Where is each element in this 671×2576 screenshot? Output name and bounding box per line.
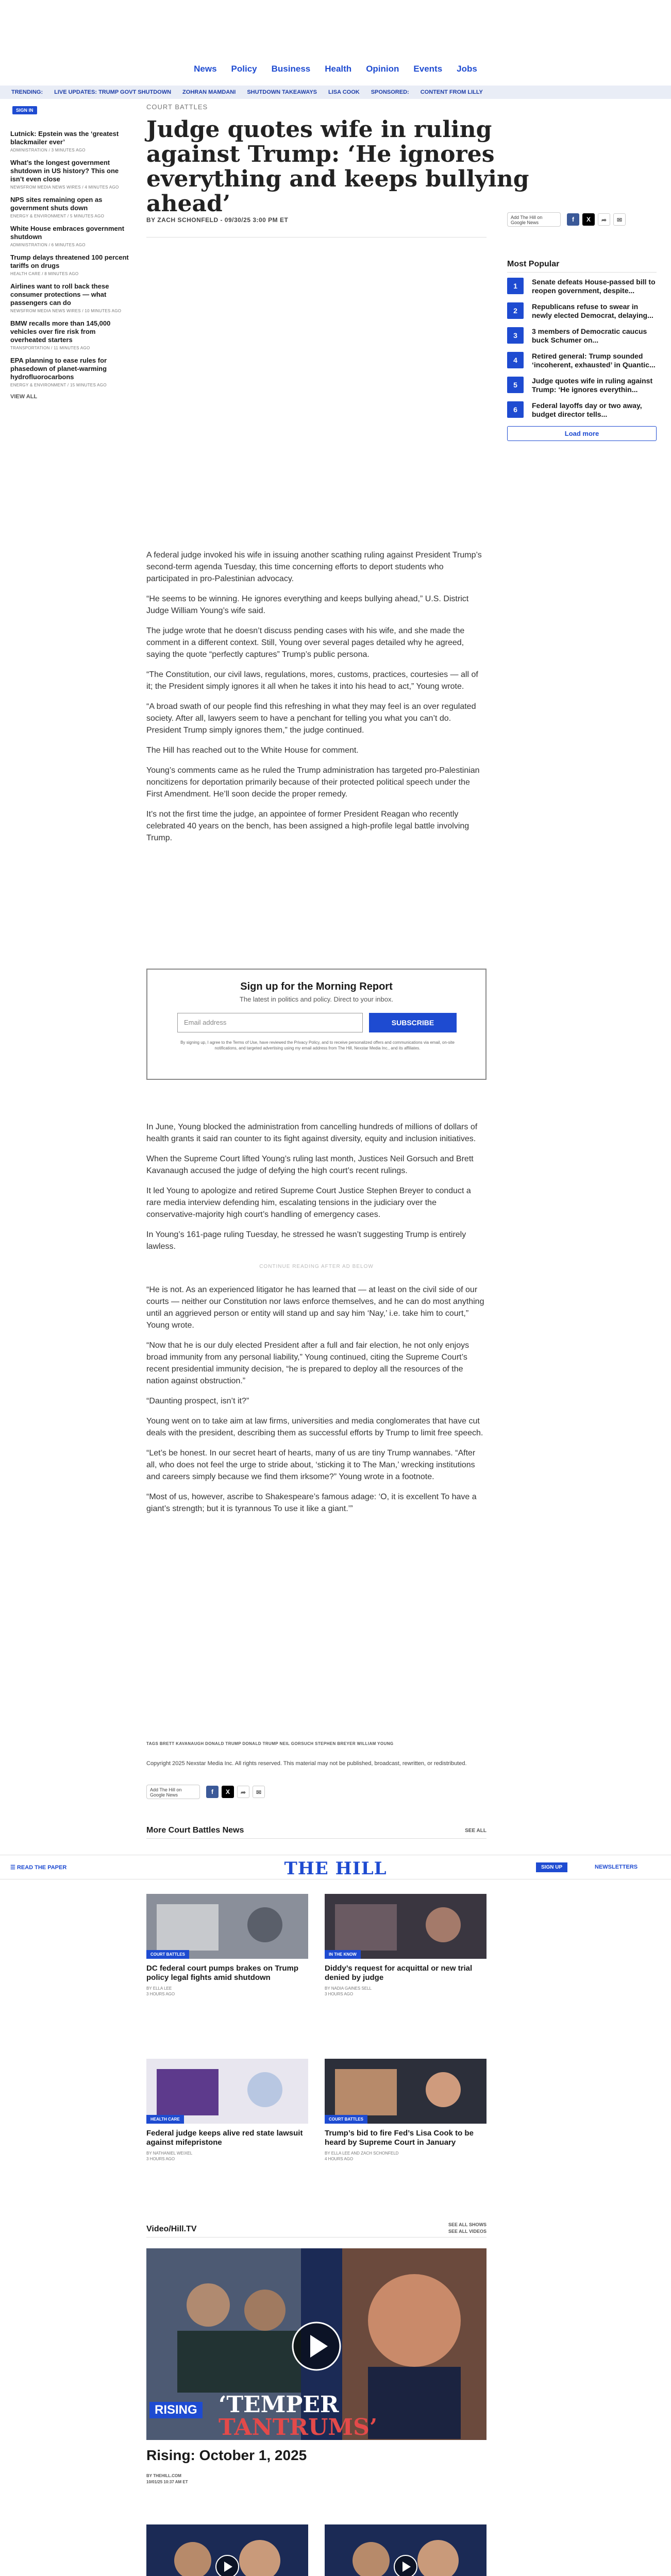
popular-title: Republicans refuse to swear in newly elected Democrat, delaying... xyxy=(532,302,653,319)
video-header xyxy=(146,2222,487,2238)
card-title: Trump’s bid to fire Fed’s Lisa Cook to be heard by Supreme Court in January xyxy=(325,2129,474,2147)
read-paper-link[interactable]: ☰ READ THE PAPER xyxy=(10,1865,67,1871)
article-paragraph: “Let’s be honest. In our secret heart of hearts, many of us are tiny Trump wannabes. “After all, who does not feel the urge to stride about, ‘sticking it to The Man,’ wrecking institutions and careers simply because we find them irksome?” Young wrote in a footnote. xyxy=(146,1449,476,1481)
video-section-title: Video/Hill.TV xyxy=(146,2225,197,2233)
news-card[interactable] xyxy=(325,2059,487,2162)
latest-news-item[interactable] xyxy=(10,225,129,247)
article-paragraph: “Now that he is our duly elected President after a full and fair election, he not only enjoys broad immunity from any personal liability,” Young continued, citing the Supreme Court’s recent presidential immunity decision, “he is prepared to deploy all the resources of the nation against obstruction.” xyxy=(146,1341,469,1385)
google-news-button[interactable]: Add The Hill on Google News xyxy=(507,212,561,227)
popular-rank: 4 xyxy=(507,352,524,368)
latest-news-item[interactable] xyxy=(10,196,129,218)
copyright: Copyright 2025 Nexstar Media Inc. All rights reserved. This material may not be published, broadcast, rewritten, or redistributed. xyxy=(146,1760,467,1767)
video-overlay-line1: ‘TEMPER xyxy=(219,2392,339,2418)
popular-rank: 2 xyxy=(507,302,524,319)
ticker-item[interactable]: SPONSORED: xyxy=(371,89,409,95)
most-popular xyxy=(507,260,657,441)
card-meta: BY NADIA GAINES SELL 3 HOURS AGO xyxy=(325,1986,372,1996)
card-meta: BY NATHANIEL WEIXEL 3 HOURS AGO xyxy=(146,2151,193,2161)
sign-up-button[interactable]: SIGN UP xyxy=(536,1862,567,1872)
the-hill-bar xyxy=(0,1855,671,1879)
latest-news-meta: NEWSFROM MEDIA NEWS WIRES / 4 MINUTES AGO xyxy=(10,185,119,190)
featured-video-meta: BY THEHILL.COM 10/01/25 10:37 AM ET xyxy=(146,2473,188,2484)
popular-rank: 1 xyxy=(507,278,524,294)
ticker-item[interactable]: TRENDING: xyxy=(11,89,43,95)
newsletter-subtitle: The latest in politics and policy. Direct to your inbox. xyxy=(239,995,394,1003)
facebook-icon[interactable]: f xyxy=(567,213,579,226)
facebook-icon[interactable]: f xyxy=(206,1786,219,1798)
nav-item-opinion[interactable]: Opinion xyxy=(366,64,399,74)
latest-news-title: White House embraces government shutdown xyxy=(10,225,125,241)
video-overlay-line2: TANTRUMS’ xyxy=(219,2414,378,2440)
main-nav-links xyxy=(0,64,671,74)
latest-news-meta: ENERGY & ENVIRONMENT / 15 MINUTES AGO xyxy=(10,383,107,387)
latest-news-title: Airlines want to roll back these consumer protections — what passengers can do xyxy=(10,282,109,307)
latest-news-item[interactable] xyxy=(10,319,129,350)
popular-item[interactable] xyxy=(507,377,657,394)
latest-news-meta: NEWSFROM MEDIA NEWS WIRES / 10 MINUTES AGO xyxy=(10,309,122,313)
latest-news-meta: ADMINISTRATION / 3 MINUTES AGO xyxy=(10,148,86,152)
share-bar xyxy=(507,210,657,229)
article-paragraph: “A broad swath of our people find this refreshing in what they may feel is an over regulated society. After all, lawyers seem to have a penchant for telling you what you can’t do. President Trump simply ignores them,” the judge continued. xyxy=(146,702,476,735)
x-icon[interactable]: X xyxy=(222,1786,234,1798)
popular-title: Federal layoffs day or two away, budget director tells... xyxy=(532,401,642,418)
share-icon[interactable]: ➦ xyxy=(598,213,610,226)
x-icon[interactable]: X xyxy=(582,213,595,226)
card-badge: HEALTH CARE xyxy=(146,2115,184,2124)
load-more-button[interactable]: Load more xyxy=(507,426,657,441)
more-news-title: More Court Battles News xyxy=(146,1826,244,1835)
article-tags[interactable]: TAGS BRETT KAVANAUGH DONALD TRUMP DONALD TRUMP NEIL GORSUCH STEPHEN BREYER WILLIAM YOUNG xyxy=(146,1741,394,1746)
video-thumbnail xyxy=(146,2524,308,2576)
card-title: DC federal court pumps brakes on Trump policy legal fights amid shutdown xyxy=(146,1964,299,1982)
article-paragraph: The Hill has reached out to the White House for comment. xyxy=(146,746,359,755)
nav-item-business[interactable]: Business xyxy=(271,64,311,74)
most-popular-title: Most Popular xyxy=(507,260,657,273)
news-card[interactable] xyxy=(146,2059,308,2162)
card-badge: COURT BATTLES xyxy=(325,2115,367,2124)
card-image xyxy=(325,1894,487,1959)
article-paragraph: “The Constitution, our civil laws, regulations, mores, customs, practices, courtesies — all of it; the President simply ignores it all when he takes it into his head to act,” Young wrote. xyxy=(146,670,478,691)
popular-title: Retired general: Trump sounded ‘incoherent, exhausted’ in Quantic... xyxy=(532,352,656,369)
latest-news-title: What’s the longest government shutdown in US history? This one isn’t even close xyxy=(10,159,119,183)
nav-item-health[interactable]: Health xyxy=(325,64,352,74)
top-navigation xyxy=(0,0,671,82)
latest-news-sidebar xyxy=(10,130,129,400)
ad-label: CONTINUE READING AFTER AD BELOW xyxy=(259,1264,374,1269)
article-paragraph: When the Supreme Court lifted Young’s ruling last month, Justices Neil Gorsuch and Brett Kavanaugh accused the judge of defying the high court’s recent rulings. xyxy=(146,1155,474,1175)
see-all-link[interactable]: SEE ALL xyxy=(465,1828,487,1834)
article-paragraph: “He seems to be winning. He ignores everything and keeps bullying ahead,” U.S. District Judge William Young’s wife said. xyxy=(146,595,469,615)
rising-banner: RISING xyxy=(149,2402,203,2418)
divider xyxy=(146,237,487,238)
article-byline: BY ZACH SCHONFELD - 09/30/25 3:00 PM ET xyxy=(146,216,289,224)
card-badge: IN THE KNOW xyxy=(325,1950,361,1959)
video-thumbnail xyxy=(325,2524,487,2576)
featured-video[interactable] xyxy=(146,2248,487,2440)
popular-rank: 3 xyxy=(507,327,524,344)
article-paragraph: The judge wrote that he doesn’t discuss pending cases with his wife, and she made the comment in a different context. Still, Young over several pages detailed why he agreed, saying the quote “perfectly captures” Trump’s public persona. xyxy=(146,626,465,659)
article-paragraph: It’s not the first time the judge, an appointee of former President Reagan who recently celebrated 40 years on the bench, has been assigned a high-profile legal battle involving Trump. xyxy=(146,810,469,842)
latest-news-title: Lutnick: Epstein was the ‘greatest blackmailer ever’ xyxy=(10,130,119,146)
nav-item-events[interactable]: Events xyxy=(413,64,443,74)
trending-ticker xyxy=(0,86,671,99)
see-all-videos-link[interactable]: SEE ALL SHOWS SEE ALL VIDEOS xyxy=(448,2222,487,2234)
article-body xyxy=(146,549,487,852)
latest-news-item[interactable] xyxy=(10,130,129,152)
nav-item-jobs[interactable]: Jobs xyxy=(457,64,477,74)
popular-item[interactable] xyxy=(507,352,657,369)
share-bar-bottom xyxy=(146,1783,280,1801)
article-paragraph: In June, Young blocked the administration from cancelling hundreds of millions of dollars of health grants it said ran counter to its fight against diversity, equity and inclusion initiatives. xyxy=(146,1123,478,1143)
video-card[interactable] xyxy=(325,2524,487,2576)
article-paragraph: It led Young to apologize and retired Supreme Court Justice Stephen Breyer to conduct a rare media interview defending him, escalating tensions in the judiciary over the conservative-majority high court’s handling of emergency cases. xyxy=(146,1187,471,1219)
article-paragraph: “He is not. As an experienced litigator he has learned that — at least on the civil side of our courts — neither our Constitution nor laws enforce themselves, and he can do most anything until an aggrieved person or entity will stand up and say him ‘Nay,’ i.e. take him to court,” Young wrote. xyxy=(146,1285,484,1330)
video-card[interactable] xyxy=(146,2524,308,2576)
latest-news-meta: ADMINISTRATION / 6 MINUTES AGO xyxy=(10,243,86,247)
latest-news-item[interactable] xyxy=(10,253,129,276)
share-icon[interactable]: ➦ xyxy=(237,1786,249,1798)
subscribe-button[interactable]: SUBSCRIBE xyxy=(369,1013,457,1032)
ticker-item[interactable]: CONTENT FROM LILLY xyxy=(420,89,483,95)
article-paragraph: Young’s comments came as he ruled the Trump administration has targeted pro-Palestinian noncitizens for deportation primarily because of their protected political speech under the First Amendment. He’ll soon decide the proper remedy. xyxy=(146,766,480,799)
card-title: Federal judge keeps alive red state lawsuit against mifepristone xyxy=(146,2129,303,2147)
latest-news-item[interactable] xyxy=(10,159,129,190)
card-image xyxy=(325,2059,487,2124)
article-paragraph: A federal judge invoked his wife in issuing another scathing ruling against President Trump’s second-term agenda Tuesday, this time concerning efforts to deport students who participated in pro-Palestinian advocacy. xyxy=(146,551,482,583)
latest-news-item[interactable] xyxy=(10,357,129,387)
comment-icon[interactable]: ✉ xyxy=(253,1786,265,1798)
ticker-item[interactable]: LISA COOK xyxy=(328,89,360,95)
card-meta: BY ELLA LEE 3 HOURS AGO xyxy=(146,1986,175,1996)
view-all-link[interactable]: VIEW ALL xyxy=(10,394,38,400)
newsletter-title: Sign up for the Morning Report xyxy=(240,981,393,992)
latest-news-title: NPS sites remaining open as government shuts down xyxy=(10,196,103,212)
comment-icon[interactable]: ✉ xyxy=(613,213,626,226)
article-body-continued xyxy=(146,1121,487,1523)
featured-video-title[interactable]: Rising: October 1, 2025 xyxy=(146,2447,307,2463)
article-paragraph: In Young’s 161-page ruling Tuesday, he stressed he wasn’t suggesting Trump is entirely lawless. xyxy=(146,1230,466,1251)
card-image xyxy=(146,1894,308,1959)
latest-news-meta: ENERGY & ENVIRONMENT / 5 MINUTES AGO xyxy=(10,214,105,218)
popular-rank: 6 xyxy=(507,401,524,418)
card-meta: BY ELLA LEE AND ZACH SCHONFELD 4 HOURS AGO xyxy=(325,2151,399,2161)
article-paragraph: Young went on to take aim at law firms, universities and media conglomerates that have cut deals with the president, describing them as successful efforts by Trump to limit free speech. xyxy=(146,1417,483,1437)
latest-news-title: EPA planning to ease rules for phasedown of planet-warming hydrofluorocarbons xyxy=(10,357,107,381)
nav-item-policy[interactable]: Policy xyxy=(231,64,257,74)
ticker-item[interactable]: ZOHRAN MAMDANI xyxy=(182,89,236,95)
latest-news-title: Trump delays threatened 100 percent tariffs on drugs xyxy=(10,253,129,269)
sign-in-button[interactable]: SIGN IN xyxy=(12,106,37,114)
latest-news-title: BMW recalls more than 145,000 vehicles over fire risk from overheated starters xyxy=(10,319,111,344)
popular-item[interactable] xyxy=(507,401,657,419)
nav-item-news[interactable]: News xyxy=(194,64,217,74)
ticker-item[interactable]: SHUTDOWN TAKEAWAYS xyxy=(247,89,317,95)
newsletters-link[interactable]: NEWSLETTERS xyxy=(595,1864,638,1870)
latest-news-item[interactable] xyxy=(10,282,129,313)
popular-title: 3 members of Democratic caucus buck Schumer on... xyxy=(532,327,647,344)
article-paragraph: “Daunting prospect, isn’t it?” xyxy=(146,1397,249,1405)
news-card[interactable] xyxy=(146,1894,308,1997)
popular-title: Judge quotes wife in ruling against Trump: ‘He ignores everythin... xyxy=(532,377,653,394)
popular-item[interactable] xyxy=(507,327,657,345)
card-image xyxy=(146,2059,308,2124)
article-headline: Judge quotes wife in ruling against Trump: ‘He ignores everything and keeps bullying ahead’ xyxy=(146,116,529,217)
popular-rank: 5 xyxy=(507,377,524,393)
popular-title: Senate defeats House-passed bill to reopen government, despite... xyxy=(532,278,656,295)
newsletter-signup xyxy=(146,969,487,1080)
card-title: Diddy’s request for acquittal or new trial denied by judge xyxy=(325,1964,473,1982)
ticker-item[interactable]: LIVE UPDATES: TRUMP GOVT SHUTDOWN xyxy=(54,89,172,95)
popular-item[interactable] xyxy=(507,278,657,295)
newsletter-fine-print: By signing up, I agree to the Terms of Use, have reviewed the Privacy Policy, and to receive personalized offers and communications via email, on-site notifications, and targeted advertising using my email address from The Hill, Nexstar Media Inc., and its affiliates. xyxy=(180,1040,455,1050)
news-card[interactable] xyxy=(325,1894,487,1997)
the-hill-logo[interactable]: THE HILL xyxy=(284,1858,387,1879)
popular-item[interactable] xyxy=(507,302,657,320)
latest-news-meta: HEALTH CARE / 8 MINUTES AGO xyxy=(10,272,79,276)
more-news-header xyxy=(146,1826,487,1839)
email-field[interactable]: Email address xyxy=(177,1013,363,1032)
google-news-button[interactable]: Add The Hill on Google News xyxy=(146,1785,200,1799)
card-badge: COURT BATTLES xyxy=(146,1950,189,1959)
article-kicker[interactable]: COURT BATTLES xyxy=(146,103,208,111)
latest-news-meta: TRANSPORTATION / 11 MINUTES AGO xyxy=(10,346,90,350)
article-paragraph: “Most of us, however, ascribe to Shakespeare’s famous adage: ‘O, it is excellent To have a giant’s strength; but it is tyrannous To use it like a giant.’” xyxy=(146,1493,477,1513)
